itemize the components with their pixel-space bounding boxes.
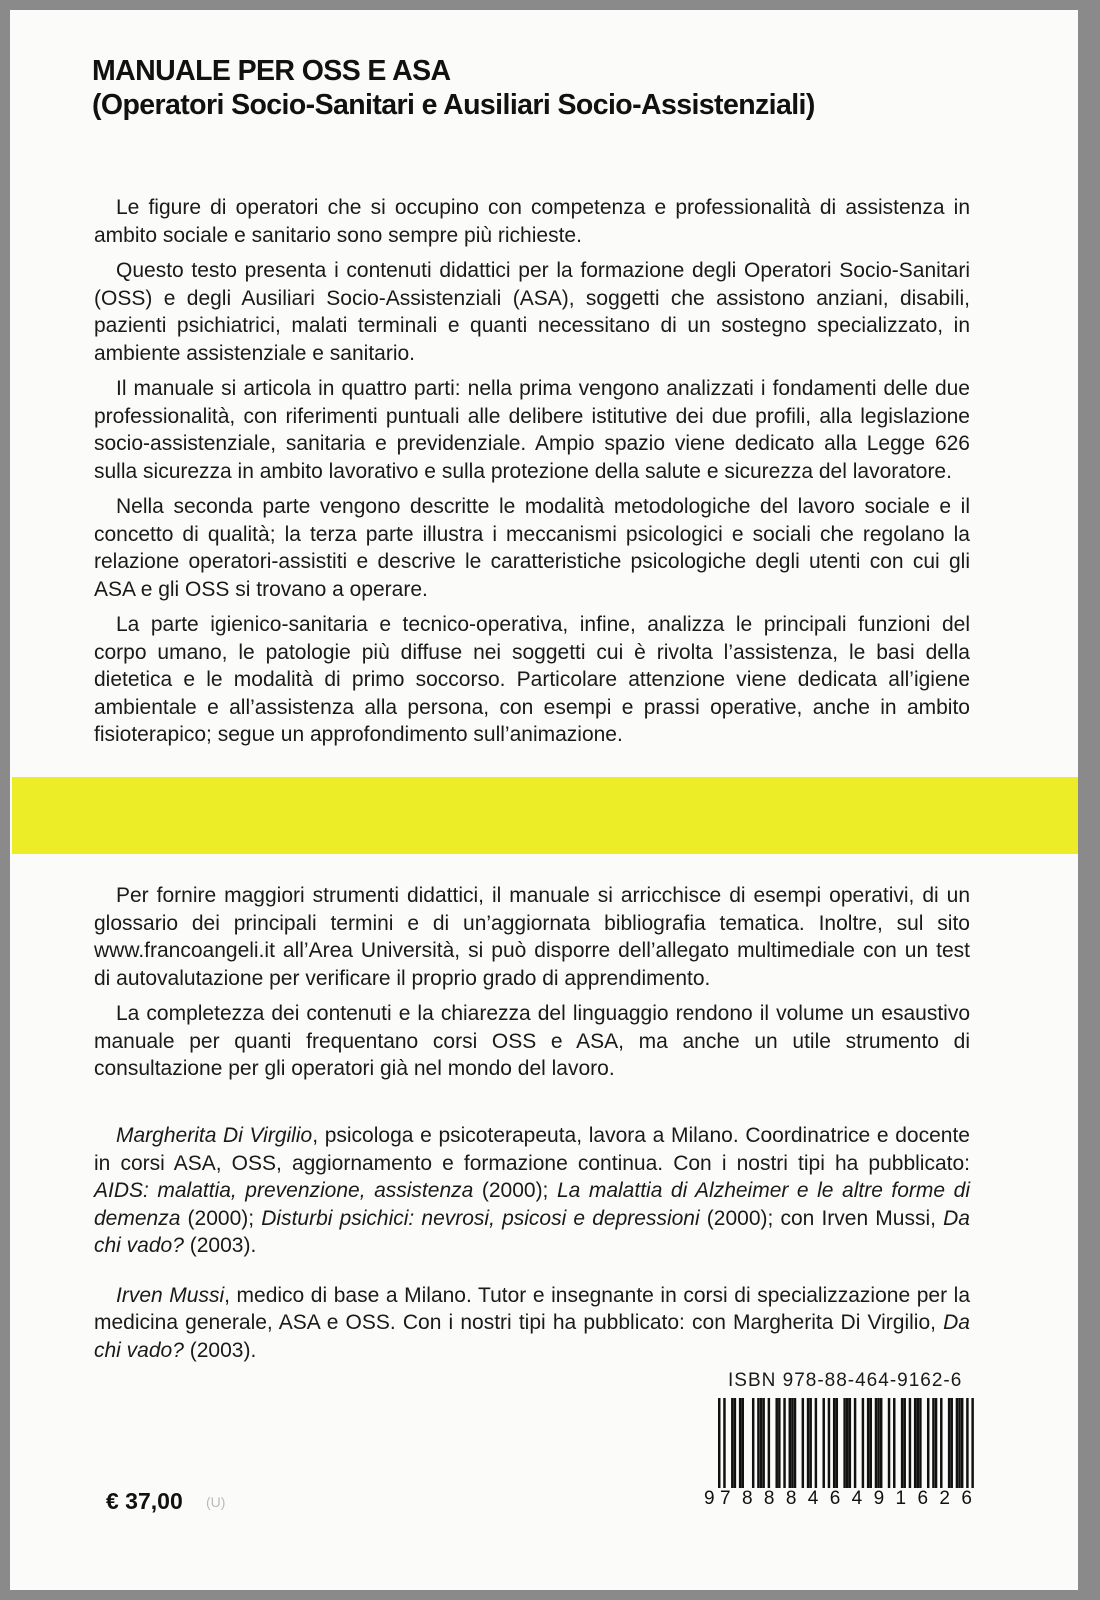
barcode-digit: 8 [741,1488,753,1509]
extra-section [94,882,970,1091]
barcode-digit: 9 [873,1488,885,1509]
barcode-digit: 6 [829,1488,841,1509]
book-title-line-1: MANUALE PER OSS E ASA [92,55,451,87]
barcode-digit: 2 [939,1488,950,1509]
author-bio-mussi [94,1282,970,1365]
author-bio-text: , medico di base a Milano. Tutor e insegnante in corsi di specializzazione per la medicina generale, ASA e OSS. Con i nostri tipi ha pubblicato: con Margherita Di Virgilio, [94,1283,970,1334]
description-paragraph: Le figure di operatori che si occupino con competenza e professionalità di assistenza in ambito sociale e sanitario sono sempre più richieste. [94,196,970,247]
back-cover [10,10,1078,1590]
description-paragraph: Nella seconda parte vengono descritte le modalità metodologiche del lavoro sociale e il concetto di qualità; la terza parte illustra i meccanismi psicologici e sociali che regolano la relazione operatori-assistiti e descrive le caratteristiche psicologiche degli utenti con cui gli ASA e gli OSS si trovano a operare. [94,495,970,601]
author-bio-text: (2000); con Irven Mussi, [699,1206,944,1230]
book-reference: La malattia di Alzheimer e le altre forme di demenza [94,1179,970,1230]
book-reference: AIDS: malattia, prevenzione, assistenza [94,1179,474,1202]
extra-paragraph: La completezza dei contenuti e la chiarezza del linguaggio rendono il volume un esaustivo manuale per quanti frequentano corsi OSS e ASA, ma anche un utile strumento di consultazione per gli operatori già nel mondo del lavoro. [94,1002,970,1080]
description-section [94,194,970,757]
extra-paragraph: Per fornire maggiori strumenti didattici, il manuale si arricchisce di esempi operativi, di un glossario dei principali termini e di un’aggiornata bibliografia tematica. Inoltre, sul sito www.francoangeli.it all’Area Università, si può disporre dell’allegato multimediale con un test di autovalutazione per verificare il proprio grado di apprendimento. [94,884,970,990]
price-code: (U) [206,1494,226,1510]
book-reference: Disturbi psichici: nevrosi, psicosi e depressioni [261,1206,700,1230]
author-bio-text: (2003). [183,1234,257,1257]
yellow-band [12,777,1078,854]
barcode-digit: 1 [895,1488,907,1509]
authors-section [94,1122,970,1386]
description-paragraph: Questo testo presenta i contenuti didattici per la formazione degli Operatori Socio-Sanitari (OSS) e degli Ausiliari Socio-Assistenziali (ASA), soggetti che assistono anziani, disabili, pazienti psichiatrici, malati terminali e quanti necessitano di un sostegno specializzato, in ambiente assistenziale e sanitario. [94,259,970,365]
book-reference: Da chi vado? [94,1206,970,1257]
book-reference: Da chi vado? [94,1311,970,1362]
barcode-digit: 4 [851,1488,863,1509]
author-bio-text: (2000); [473,1179,557,1202]
barcode-digit: 9 [704,1488,715,1509]
author-name: Margherita Di Virgilio [116,1124,313,1147]
barcode-digit: 7 [720,1488,731,1509]
isbn-label: ISBN 978-88-464-9162-6 [728,1370,963,1391]
barcode-digit: 6 [961,1488,972,1509]
author-bio-di-virgilio [94,1122,970,1260]
author-bio-text: (2003). [183,1338,257,1362]
book-title [92,54,1052,122]
book-title-line-2: (Operatori Socio-Sanitari e Ausiliari Socio-Assistenziali) [92,89,815,121]
description-paragraph: La parte igienico-sanitaria e tecnico-operativa, infine, analizza le principali funzioni del corpo umano, le patologie più diffuse nei soggetti cui è rivolta l’assistenza, le basi della dietetica e le modalità di primo soccorso. Particolare attenzione viene dedicata all’igiene ambientale e all’assistenza alla persona, con esempi e prassi operative, anche in ambito fisioterapico; segue un approfondimento sull’animazione. [94,613,970,746]
barcode-digit: 6 [917,1488,929,1509]
description-paragraph: Il manuale si articola in quattro parti: nella prima vengono analizzati i fondamenti delle due professionalità, con riferimenti puntuali alle delibere istitutive dei due profili, alla legislazione socio-assistenziale, sanitaria e previdenziale. Ampio spazio viene dedicato alla Legge 626 sulla sicurezza in ambito lavorativo e sulla protezione della salute e sicurezza del lavoratore. [94,377,970,483]
barcode-digit: 8 [763,1488,775,1509]
author-bio-text: (2000); [180,1206,262,1230]
price: € 37,00 [106,1488,183,1514]
barcode-digits [704,1488,974,1512]
barcode-digit: 4 [807,1488,819,1509]
author-bio-text: , psicologa e psicoterapeuta, lavora a Milano. Coordinatrice e docente in corsi ASA, OSS, aggiornamento e formazione continua. Con i nostri tipi ha pubblicato: [94,1124,970,1175]
barcode-digit: 8 [785,1488,797,1509]
author-name: Irven Mussi [116,1283,225,1307]
